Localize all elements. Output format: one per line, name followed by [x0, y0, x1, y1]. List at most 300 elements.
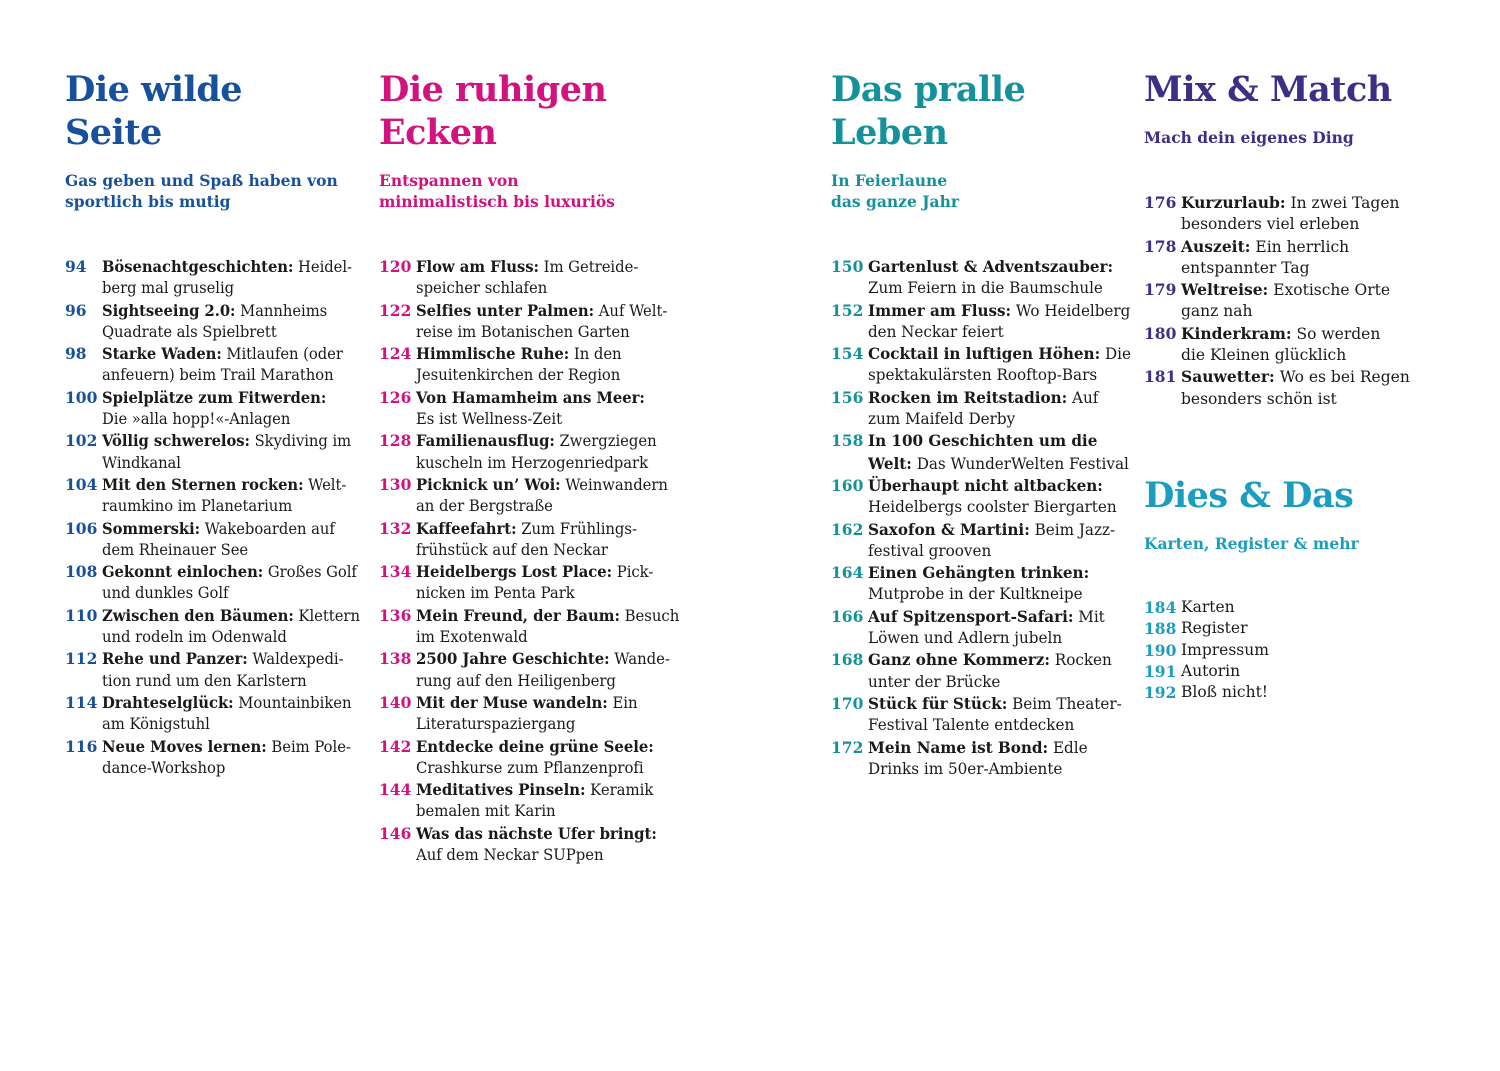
- entry-description: und dunkles Golf: [102, 584, 229, 603]
- entry-text: [868, 387, 1136, 431]
- entry-line: [1181, 389, 1410, 410]
- entry-line: [868, 256, 1130, 278]
- section-subtitle-line: Mach dein eigenes Ding: [1144, 128, 1354, 147]
- entry-line: [102, 474, 359, 496]
- entry-title: Stück für Stück:: [868, 693, 1008, 713]
- entry-line: [868, 584, 1131, 605]
- entry-description: Heidelbergs coolster Biergarten: [868, 498, 1117, 517]
- entry-text: [1181, 661, 1269, 682]
- entry-description: Beim Theater-: [1007, 694, 1122, 713]
- entry-line: [868, 300, 1130, 322]
- entry-description: Welt-: [303, 475, 347, 494]
- page-number: 179: [1144, 280, 1177, 300]
- entry-line: [416, 671, 679, 692]
- list-item: [379, 779, 690, 823]
- page-number: 120: [379, 257, 412, 276]
- entry-line: [416, 518, 678, 540]
- list-item: [379, 823, 690, 867]
- page-number: 126: [379, 387, 412, 407]
- entry-text: [102, 430, 372, 474]
- entry-line: [416, 758, 679, 779]
- entry-title: Zwischen den Bäumen:: [102, 605, 294, 625]
- page-number: 94: [65, 257, 87, 276]
- entry-description: In zwei Tagen: [1285, 194, 1400, 212]
- list-item: [831, 693, 1136, 737]
- entry-description: tion rund um den Karlstern: [102, 671, 307, 690]
- list-item: [379, 692, 690, 736]
- list-item: [65, 736, 372, 780]
- entry-text: [416, 736, 690, 780]
- entry-line: [102, 409, 359, 430]
- entry-text: [102, 474, 372, 518]
- entry-description: Wo Heidelberg: [1011, 301, 1131, 320]
- entry-title: Cocktail in luftigen Höhen:: [868, 344, 1101, 364]
- page-number: 158: [831, 431, 864, 451]
- entry-title: Sommerski:: [102, 518, 201, 538]
- entry-title: Mein Freund, der Baum:: [416, 605, 620, 625]
- entry-text: [102, 648, 372, 692]
- section-title-line: Mix & Match: [1144, 69, 1392, 110]
- entry-line: [416, 474, 678, 496]
- entry-title: Immer am Fluss:: [868, 300, 1012, 320]
- entry-description: Es ist Wellness-Zeit: [416, 410, 563, 429]
- entry-line: [416, 322, 678, 343]
- entry-title: Auf Spitzensport-Safari:: [868, 606, 1074, 626]
- entry-description: Klettern: [293, 606, 360, 625]
- entry-text: [416, 779, 690, 823]
- entry-title: Neue Moves lernen:: [102, 736, 267, 756]
- entry-line: [416, 278, 678, 299]
- entry-line: [416, 845, 679, 866]
- list-item: [1144, 618, 1269, 639]
- entry-description: In den: [569, 345, 622, 364]
- page-number: 181: [1144, 367, 1177, 387]
- list-item: [831, 430, 1136, 475]
- page-number: 130: [379, 474, 412, 494]
- entry-line: [102, 343, 359, 365]
- entry-title: Weltreise:: [1181, 280, 1269, 300]
- entry-line: [868, 737, 1131, 759]
- entry-text: [102, 692, 372, 736]
- entry-title: Auszeit:: [1181, 236, 1251, 256]
- list-item: [65, 605, 372, 649]
- entry-line: [102, 648, 360, 670]
- list-item: [65, 430, 372, 474]
- entry-line: [102, 430, 359, 452]
- entry-description: Heidel-: [293, 258, 352, 276]
- section-title-line: Die wilde: [65, 69, 243, 110]
- entry-line: [868, 343, 1131, 365]
- list-item: [1144, 661, 1269, 682]
- list-item: [1144, 597, 1269, 618]
- entry-description: Beim Jazz-: [1029, 520, 1116, 539]
- entry-description: Mutprobe in der Kultkneipe: [868, 585, 1083, 604]
- entry-title: Einen Gehängten trinken:: [868, 563, 1090, 583]
- section-subtitle-line: das ganze Jahr: [831, 192, 960, 212]
- entry-line: [1181, 597, 1269, 618]
- entry-description: Die: [1100, 345, 1131, 364]
- entry-title: Welt:: [868, 453, 912, 473]
- entry-line: [868, 649, 1131, 671]
- entry-line: [1181, 345, 1410, 366]
- page-number: 192: [1144, 683, 1177, 703]
- page-number: 152: [831, 300, 864, 320]
- section-title-line: Das pralle: [831, 69, 1026, 110]
- entry-description: spektakulärsten Rooftop-Bars: [868, 366, 1098, 385]
- entry-line: [102, 256, 359, 278]
- list-item: [831, 737, 1136, 781]
- page-number: 96: [65, 300, 87, 320]
- entry-line: [102, 714, 360, 735]
- section-subtitle-ruhigen: [379, 170, 615, 213]
- entry-description: bemalen mit Karin: [416, 802, 556, 821]
- entry-line: [868, 475, 1131, 497]
- list-item: [831, 649, 1136, 693]
- section-subtitle-pralle: [831, 170, 959, 213]
- entry-description: speicher schlafen: [416, 279, 548, 298]
- entry-title: Himmlische Ruhe:: [416, 344, 570, 364]
- entry-description: die Kleinen glücklich: [1181, 346, 1347, 365]
- entry-description: Mit: [1073, 607, 1105, 626]
- page-number: 168: [831, 650, 864, 670]
- entry-description: Literaturspaziergang: [416, 715, 576, 734]
- entry-title: Picknick un’ Woi:: [416, 474, 561, 494]
- entry-description: Edle: [1048, 738, 1088, 757]
- list-item: [379, 343, 690, 387]
- entry-text: [102, 605, 372, 649]
- entry-description: Autorin: [1181, 661, 1241, 680]
- entry-line: [1181, 682, 1269, 703]
- page-number: 102: [65, 431, 98, 451]
- entry-line: [416, 300, 678, 322]
- entry-text: [868, 649, 1136, 693]
- list-item: [831, 562, 1136, 606]
- entry-description: nicken im Penta Park: [416, 584, 575, 603]
- entry-title: 2500 Jahre Geschichte:: [416, 649, 610, 669]
- list-item: [379, 736, 690, 780]
- entry-description: Exotische Orte: [1268, 281, 1391, 300]
- entry-title: Von Hamamheim ans Meer:: [416, 387, 645, 407]
- section-title-line: Ecken: [379, 112, 497, 153]
- entry-list-dies: [1144, 597, 1269, 703]
- page-number: 172: [831, 737, 864, 757]
- list-item: [831, 387, 1136, 431]
- section-title-line: Die ruhigen: [379, 69, 607, 110]
- entry-text: [416, 605, 690, 649]
- entry-description: Wakeboarden auf: [200, 519, 335, 538]
- section-subtitle-line: Entspannen von: [379, 171, 519, 190]
- entry-line: [102, 692, 360, 714]
- list-item: [65, 300, 372, 344]
- page-number: 116: [65, 736, 98, 756]
- entry-line: [416, 801, 679, 822]
- entry-description: Waldexpedi-: [247, 650, 344, 669]
- entry-line: [416, 692, 679, 714]
- entry-description: Besuch: [619, 606, 680, 625]
- entry-title: Meditatives Pinseln:: [416, 780, 586, 800]
- entry-line: [1181, 214, 1410, 235]
- entry-line: [416, 365, 678, 386]
- entry-title: Entdecke deine grüne Seele:: [416, 736, 654, 756]
- entry-text: [416, 256, 690, 300]
- page-number: 136: [379, 605, 412, 625]
- entry-text: [868, 737, 1136, 781]
- entry-line: [868, 387, 1131, 409]
- entry-line: [1181, 640, 1269, 661]
- entry-description: Register: [1181, 619, 1248, 638]
- entry-title: Mit der Muse wandeln:: [416, 692, 608, 712]
- entry-description: Zum Frühlings-: [516, 519, 637, 538]
- entry-line: [868, 519, 1131, 541]
- section-subtitle-line: minimalistisch bis luxuriös: [379, 192, 615, 212]
- section-subtitle-mix: [1144, 127, 1354, 148]
- entry-description: Mountainbiken: [233, 693, 352, 712]
- entry-title: Sauwetter:: [1181, 367, 1275, 387]
- page-number: 140: [379, 692, 412, 712]
- entry-description: entspannter Tag: [1181, 258, 1310, 277]
- entry-description: besonders viel erleben: [1181, 215, 1360, 234]
- page-number: 104: [65, 474, 98, 494]
- entry-description: Karten: [1181, 598, 1235, 616]
- entry-text: [868, 300, 1136, 344]
- entry-title: Bösenachtgeschichten:: [102, 257, 294, 276]
- entry-title: Völlig schwerelos:: [102, 431, 250, 451]
- entry-description: unter der Brücke: [868, 672, 1001, 691]
- entry-description: Impressum: [1181, 640, 1269, 659]
- entry-title: Flow am Fluss:: [416, 257, 539, 276]
- section-title-line: Seite: [65, 112, 162, 153]
- entry-line: [868, 409, 1131, 430]
- page-number: 132: [379, 518, 412, 538]
- list-item: [1144, 236, 1410, 280]
- entry-description: besonders schön ist: [1181, 389, 1337, 408]
- list-item: [1144, 192, 1410, 236]
- list-item: [379, 256, 690, 300]
- entry-description: Ein: [607, 693, 638, 712]
- entry-text: [102, 300, 372, 344]
- entry-text: [1181, 366, 1410, 410]
- entry-line: [868, 693, 1131, 715]
- entry-line: [1181, 323, 1410, 345]
- section-subtitle-line: In Feierlaune: [831, 171, 948, 190]
- entry-line: [102, 278, 359, 299]
- page-number: 108: [65, 562, 98, 582]
- entry-text: [102, 343, 372, 387]
- entry-line: [102, 387, 359, 409]
- entry-description: Jesuitenkirchen der Region: [416, 366, 621, 385]
- entry-line: [416, 627, 679, 648]
- entry-text: [102, 387, 372, 431]
- section-title-pralle: [831, 68, 1025, 154]
- entry-description: anfeuern) beim Trail Marathon: [102, 366, 334, 385]
- entry-text: [868, 519, 1136, 563]
- entry-title: Heidelbergs Lost Place:: [416, 562, 613, 582]
- entry-line: [416, 583, 678, 604]
- page-number: 154: [831, 344, 864, 364]
- entry-description: festival grooven: [868, 541, 992, 560]
- entry-line: [416, 540, 678, 561]
- entry-text: [416, 474, 690, 518]
- page-number: 122: [379, 300, 412, 320]
- entry-line: [416, 779, 679, 801]
- page-number: 144: [379, 780, 412, 800]
- entry-description: dem Rheinauer See: [102, 540, 249, 559]
- entry-line: [102, 671, 360, 692]
- entry-description: und rodeln im Odenwald: [102, 628, 287, 647]
- page-number: 150: [831, 257, 864, 276]
- entry-text: [416, 518, 690, 562]
- section-title-line: Leben: [831, 112, 948, 153]
- entry-description: Bloß nicht!: [1181, 683, 1269, 702]
- entry-title: Drahteselglück:: [102, 692, 234, 712]
- entry-line: [868, 497, 1131, 518]
- page-number: 188: [1144, 619, 1177, 639]
- entry-line: [416, 823, 679, 845]
- entry-description: raumkino im Planetarium: [102, 497, 293, 516]
- entry-title: Kurzurlaub:: [1181, 193, 1286, 212]
- entry-title: Kaffeefahrt:: [416, 518, 517, 538]
- page-number: 190: [1144, 640, 1177, 660]
- list-item: [379, 387, 690, 431]
- entry-line: [102, 540, 359, 561]
- entry-title: Was das nächste Ufer bringt:: [416, 823, 657, 843]
- entry-line: [416, 736, 679, 758]
- entry-description: zum Maifeld Derby: [868, 410, 1016, 429]
- entry-line: [102, 322, 359, 343]
- entry-line: [1181, 279, 1410, 301]
- entry-description: Im Getreide-: [538, 258, 639, 276]
- list-item: [379, 430, 690, 474]
- entry-text: [1181, 597, 1269, 618]
- entry-description: an der Bergstraße: [416, 497, 553, 516]
- entry-description: Pick-: [612, 563, 654, 582]
- list-item: [379, 648, 690, 692]
- entry-line: [868, 759, 1131, 780]
- entry-description: Quadrate als Spielbrett: [102, 322, 277, 341]
- page-number: 98: [65, 344, 87, 364]
- list-item: [379, 518, 690, 562]
- list-item: [1144, 640, 1269, 661]
- entry-title: Sightseeing 2.0:: [102, 300, 236, 320]
- list-item: [65, 343, 372, 387]
- page-number: 166: [831, 606, 864, 626]
- entry-line: [868, 606, 1131, 628]
- entry-text: [868, 343, 1136, 387]
- entry-description: ganz nah: [1181, 302, 1253, 321]
- entry-text: [1181, 192, 1410, 236]
- entry-text: [868, 475, 1136, 519]
- section-subtitle-line: Gas geben und Spaß haben von: [65, 171, 338, 190]
- entry-description: Ein herrlich: [1250, 237, 1350, 256]
- entry-description: den Neckar feiert: [868, 322, 1004, 341]
- list-item: [1144, 366, 1410, 410]
- entry-text: [1181, 236, 1410, 280]
- page-number: 184: [1144, 598, 1177, 617]
- entry-line: [416, 256, 678, 278]
- page-number: 180: [1144, 323, 1177, 343]
- entry-description: im Exotenwald: [416, 628, 528, 647]
- page-number: 124: [379, 344, 412, 364]
- entry-text: [102, 561, 372, 605]
- entry-text: [102, 736, 372, 780]
- section-title-dies: [1144, 474, 1353, 517]
- entry-description: Zwergziegen: [554, 432, 657, 451]
- page-number: 138: [379, 649, 412, 669]
- entry-text: [416, 430, 690, 474]
- entry-line: [416, 605, 679, 627]
- entry-description: Die »alla hopp!«-Anlagen: [102, 410, 291, 429]
- entry-line: [416, 387, 678, 409]
- entry-text: [1181, 279, 1410, 323]
- entry-line: [1181, 258, 1410, 279]
- entry-line: [416, 453, 678, 474]
- entry-line: [102, 605, 360, 627]
- entry-description: Zum Feiern in die Baumschule: [868, 279, 1103, 298]
- entry-line: [416, 561, 678, 583]
- entry-title: Gartenlust & Adventszauber:: [868, 257, 1114, 276]
- list-item: [65, 692, 372, 736]
- page-number: 106: [65, 518, 98, 538]
- entry-title: Ganz ohne Kommerz:: [868, 650, 1050, 670]
- list-item: [65, 648, 372, 692]
- entry-line: [868, 430, 1131, 452]
- entry-line: [416, 496, 678, 517]
- list-item: [379, 561, 690, 605]
- list-item: [831, 256, 1136, 300]
- entry-description: Weinwandern: [560, 475, 668, 494]
- page-number: 128: [379, 431, 412, 451]
- section-title-wilde: [65, 68, 242, 154]
- page-number: 114: [65, 692, 98, 712]
- entry-description: So werden: [1291, 324, 1381, 343]
- entry-description: Wo es bei Regen: [1274, 368, 1410, 387]
- entry-text: [416, 648, 690, 692]
- entry-description: frühstück auf den Neckar: [416, 540, 608, 559]
- entry-text: [868, 606, 1136, 650]
- page-number: 100: [65, 387, 98, 407]
- entry-description: Auf: [1067, 388, 1099, 407]
- entry-title: Familienausflug:: [416, 431, 555, 451]
- entry-text: [868, 562, 1136, 606]
- entry-text: [1181, 323, 1410, 367]
- section-subtitle-line: sportlich bis mutig: [65, 192, 231, 212]
- entry-description: dance-Workshop: [102, 758, 226, 777]
- page-number: 112: [65, 649, 98, 669]
- section-title-mix: [1144, 68, 1392, 111]
- list-item: [1144, 682, 1269, 703]
- entry-text: [416, 561, 690, 605]
- entry-list-mix: [1144, 192, 1410, 410]
- list-item: [831, 606, 1136, 650]
- entry-line: [102, 736, 360, 758]
- entry-line: [416, 430, 678, 452]
- entry-line: [868, 541, 1131, 562]
- entry-line: [868, 278, 1130, 299]
- page-number: 162: [831, 519, 864, 539]
- entry-line: [102, 496, 359, 517]
- entry-line: [1181, 661, 1269, 682]
- entry-description: Mannheims: [235, 301, 328, 320]
- list-item: [379, 474, 690, 518]
- entry-line: [102, 561, 359, 583]
- entry-line: [416, 409, 678, 430]
- entry-text: [1181, 618, 1269, 639]
- entry-line: [416, 648, 679, 670]
- list-item: [379, 300, 690, 344]
- entry-description: rung auf den Heiligenberg: [416, 671, 616, 690]
- entry-description: Crashkurse zum Pflanzenprofi: [416, 758, 644, 777]
- entry-description: Mitlaufen (oder: [221, 345, 343, 364]
